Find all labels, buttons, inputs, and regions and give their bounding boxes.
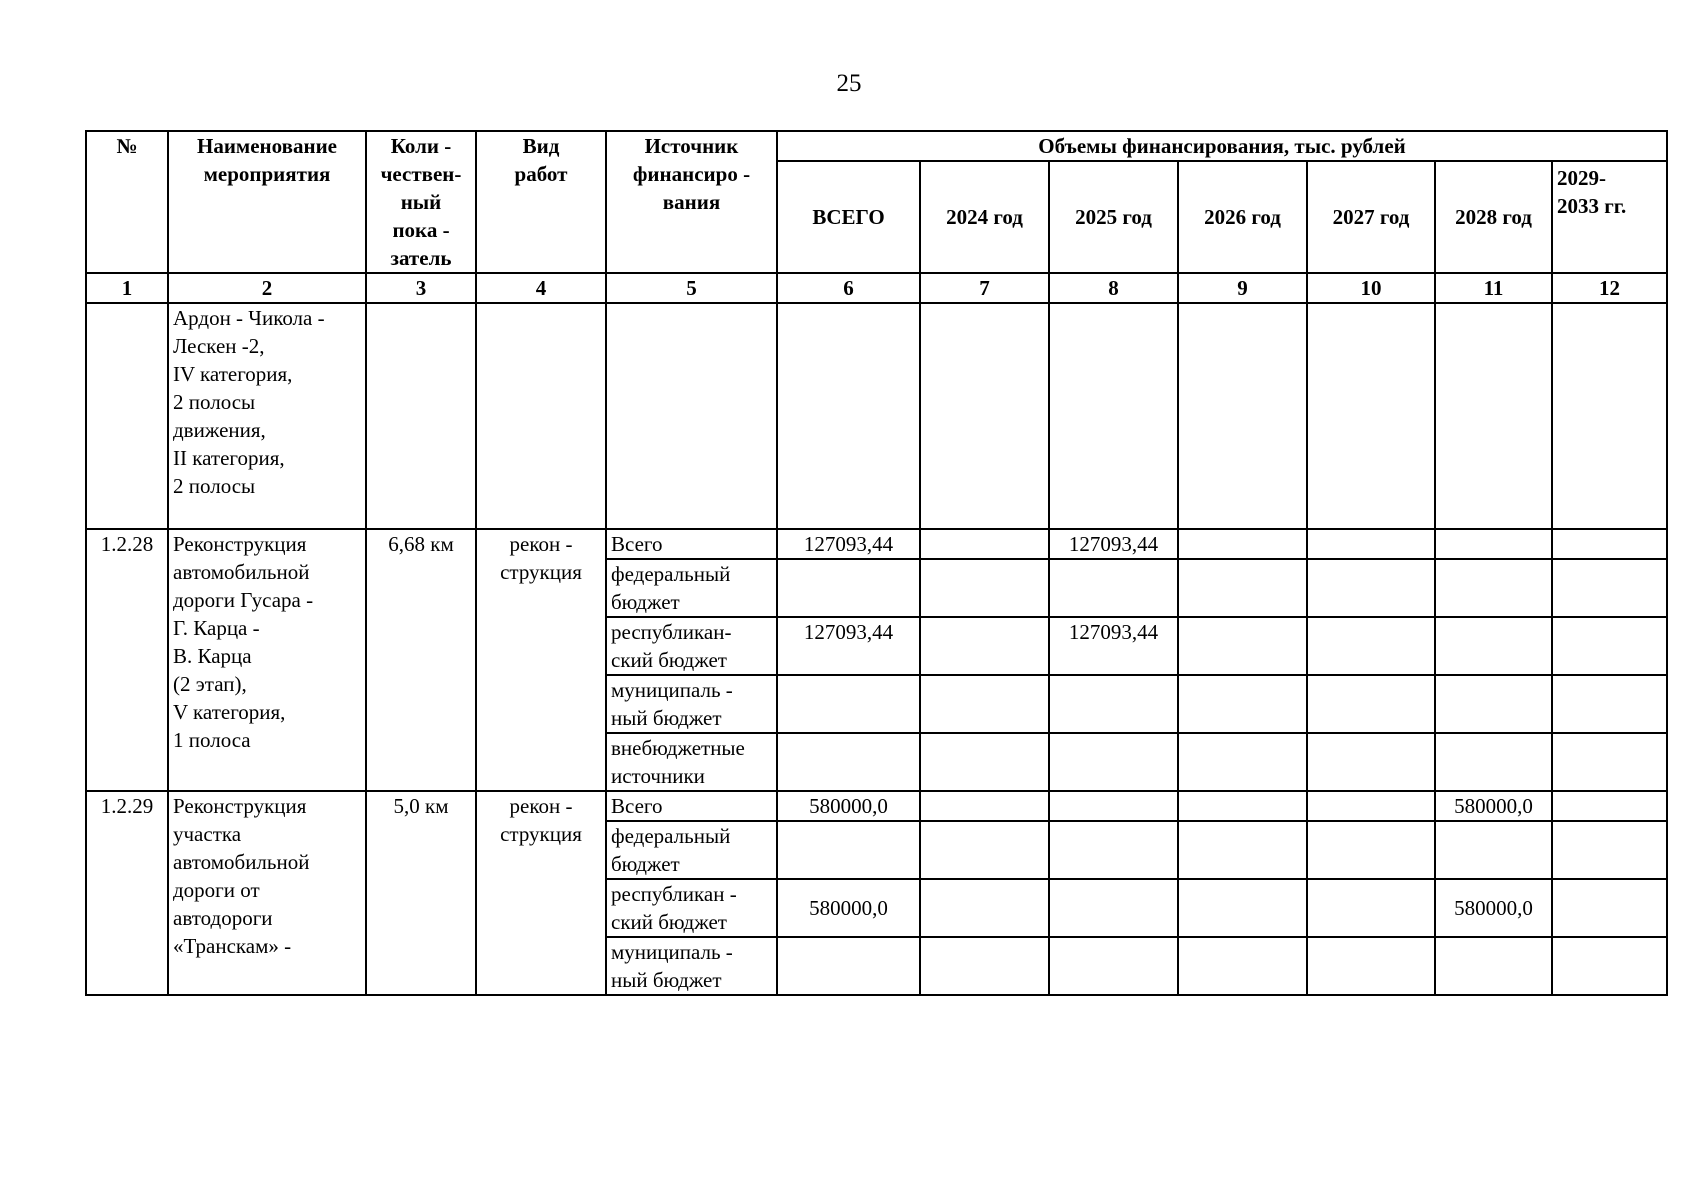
- cell: [606, 303, 777, 529]
- header-year: 2027 год: [1307, 161, 1435, 273]
- year-cell: [1178, 617, 1307, 675]
- year-cell: [1178, 529, 1307, 559]
- funding-table: [85, 130, 1668, 996]
- year-cell: [1307, 559, 1435, 617]
- table-row: [86, 529, 1667, 559]
- column-number: 1: [86, 273, 168, 303]
- total-cell: 127093,44: [777, 617, 920, 675]
- cell: [1307, 303, 1435, 529]
- year-cell: [1552, 617, 1667, 675]
- year-cell: [1552, 733, 1667, 791]
- year-cell: [920, 937, 1049, 995]
- total-cell: 580000,0: [777, 879, 920, 937]
- item-number: 1.2.29: [86, 791, 168, 995]
- column-number: 2: [168, 273, 366, 303]
- year-cell: [1049, 559, 1178, 617]
- year-cell: [1049, 675, 1178, 733]
- header-funding-group: Объемы финансирования, тыс. рублей: [777, 131, 1667, 161]
- cell: [1178, 303, 1307, 529]
- source-cell: федеральный бюджет: [606, 559, 777, 617]
- header-year: 2024 год: [920, 161, 1049, 273]
- item-work-type: рекон - струкция: [476, 791, 606, 995]
- header-source: Источник финансиро - вания: [606, 131, 777, 273]
- column-number: 4: [476, 273, 606, 303]
- year-cell: [920, 529, 1049, 559]
- continuation-row: [86, 303, 1667, 529]
- column-number: 6: [777, 273, 920, 303]
- year-cell: [1435, 937, 1552, 995]
- column-number-row: [86, 273, 1667, 303]
- year-cell: [1435, 617, 1552, 675]
- year-cell: [920, 559, 1049, 617]
- header-year: 2029- 2033 гг.: [1552, 161, 1667, 273]
- year-cell: [1178, 559, 1307, 617]
- cell: [1049, 303, 1178, 529]
- column-number: 7: [920, 273, 1049, 303]
- year-cell: [1049, 821, 1178, 879]
- table-row: [86, 791, 1667, 821]
- year-cell: 127093,44: [1049, 617, 1178, 675]
- year-cell: [1307, 617, 1435, 675]
- year-cell: [1552, 879, 1667, 937]
- year-cell: [1178, 879, 1307, 937]
- cell: [1435, 303, 1552, 529]
- cell: [920, 303, 1049, 529]
- total-cell: [777, 559, 920, 617]
- item-quantity: 5,0 км: [366, 791, 476, 995]
- header-work-type: Вид работ: [476, 131, 606, 273]
- header-year: 2028 год: [1435, 161, 1552, 273]
- year-cell: [1552, 937, 1667, 995]
- item-name: Реконструкция участка автомобильной дороги от автодороги «Транскам» -: [168, 791, 366, 995]
- source-cell: Всего: [606, 791, 777, 821]
- year-cell: [1552, 675, 1667, 733]
- year-cell: 127093,44: [1049, 529, 1178, 559]
- year-cell: [920, 617, 1049, 675]
- header-year: 2026 год: [1178, 161, 1307, 273]
- total-cell: [777, 937, 920, 995]
- year-cell: [920, 675, 1049, 733]
- column-number: 9: [1178, 273, 1307, 303]
- year-cell: [1049, 937, 1178, 995]
- total-cell: [777, 821, 920, 879]
- year-cell: [920, 879, 1049, 937]
- year-cell: [1178, 821, 1307, 879]
- total-cell: 580000,0: [777, 791, 920, 821]
- year-cell: [1049, 879, 1178, 937]
- year-cell: [1435, 821, 1552, 879]
- source-cell: муниципаль - ный бюджет: [606, 675, 777, 733]
- year-cell: [1435, 529, 1552, 559]
- year-cell: [1435, 559, 1552, 617]
- header-year: 2025 год: [1049, 161, 1178, 273]
- item-number: 1.2.28: [86, 529, 168, 791]
- year-cell: [1307, 791, 1435, 821]
- header-no: №: [86, 131, 168, 273]
- cell: [1552, 303, 1667, 529]
- column-number: 10: [1307, 273, 1435, 303]
- source-cell: республикан - ский бюджет: [606, 879, 777, 937]
- year-cell: [1307, 675, 1435, 733]
- year-cell: 580000,0: [1435, 791, 1552, 821]
- year-cell: [1435, 733, 1552, 791]
- year-cell: [1178, 733, 1307, 791]
- header-total: ВСЕГО: [777, 161, 920, 273]
- year-cell: [920, 821, 1049, 879]
- year-cell: [1552, 821, 1667, 879]
- year-cell: [1307, 937, 1435, 995]
- year-cell: [1552, 529, 1667, 559]
- year-cell: [1178, 791, 1307, 821]
- header-row-1: [86, 131, 1667, 161]
- header-name: Наименование мероприятия: [168, 131, 366, 273]
- column-number: 3: [366, 273, 476, 303]
- year-cell: [1552, 791, 1667, 821]
- source-cell: республикан- ский бюджет: [606, 617, 777, 675]
- total-cell: [777, 675, 920, 733]
- year-cell: [1049, 791, 1178, 821]
- column-number: 5: [606, 273, 777, 303]
- year-cell: [1552, 559, 1667, 617]
- source-cell: внебюджетные источники: [606, 733, 777, 791]
- header-quantity: Коли - чествен- ный пока - затель: [366, 131, 476, 273]
- page-number: 25: [836, 70, 862, 97]
- column-number: 8: [1049, 273, 1178, 303]
- cell: [777, 303, 920, 529]
- year-cell: [1307, 733, 1435, 791]
- total-cell: 127093,44: [777, 529, 920, 559]
- column-number: 11: [1435, 273, 1552, 303]
- item-quantity: 6,68 км: [366, 529, 476, 791]
- year-cell: [1307, 879, 1435, 937]
- year-cell: [1307, 821, 1435, 879]
- source-cell: федеральный бюджет: [606, 821, 777, 879]
- year-cell: [1178, 937, 1307, 995]
- year-cell: [920, 733, 1049, 791]
- cell: [476, 303, 606, 529]
- year-cell: [920, 791, 1049, 821]
- year-cell: [1178, 675, 1307, 733]
- source-cell: Всего: [606, 529, 777, 559]
- column-number: 12: [1552, 273, 1667, 303]
- source-cell: муниципаль - ный бюджет: [606, 937, 777, 995]
- cell: [366, 303, 476, 529]
- total-cell: [777, 733, 920, 791]
- item-name: Реконструкция автомобильной дороги Гусара - Г. Карца - В. Карца (2 этап), V категория, 1 полоса: [168, 529, 366, 791]
- year-cell: 580000,0: [1435, 879, 1552, 937]
- year-cell: [1435, 675, 1552, 733]
- year-cell: [1307, 529, 1435, 559]
- year-cell: [1049, 733, 1178, 791]
- continuation-name: Ардон - Чикола - Лескен -2, IV категория, 2 полосы движения, II категория, 2 полосы: [168, 303, 366, 529]
- cell: [86, 303, 168, 529]
- item-work-type: рекон - струкция: [476, 529, 606, 791]
